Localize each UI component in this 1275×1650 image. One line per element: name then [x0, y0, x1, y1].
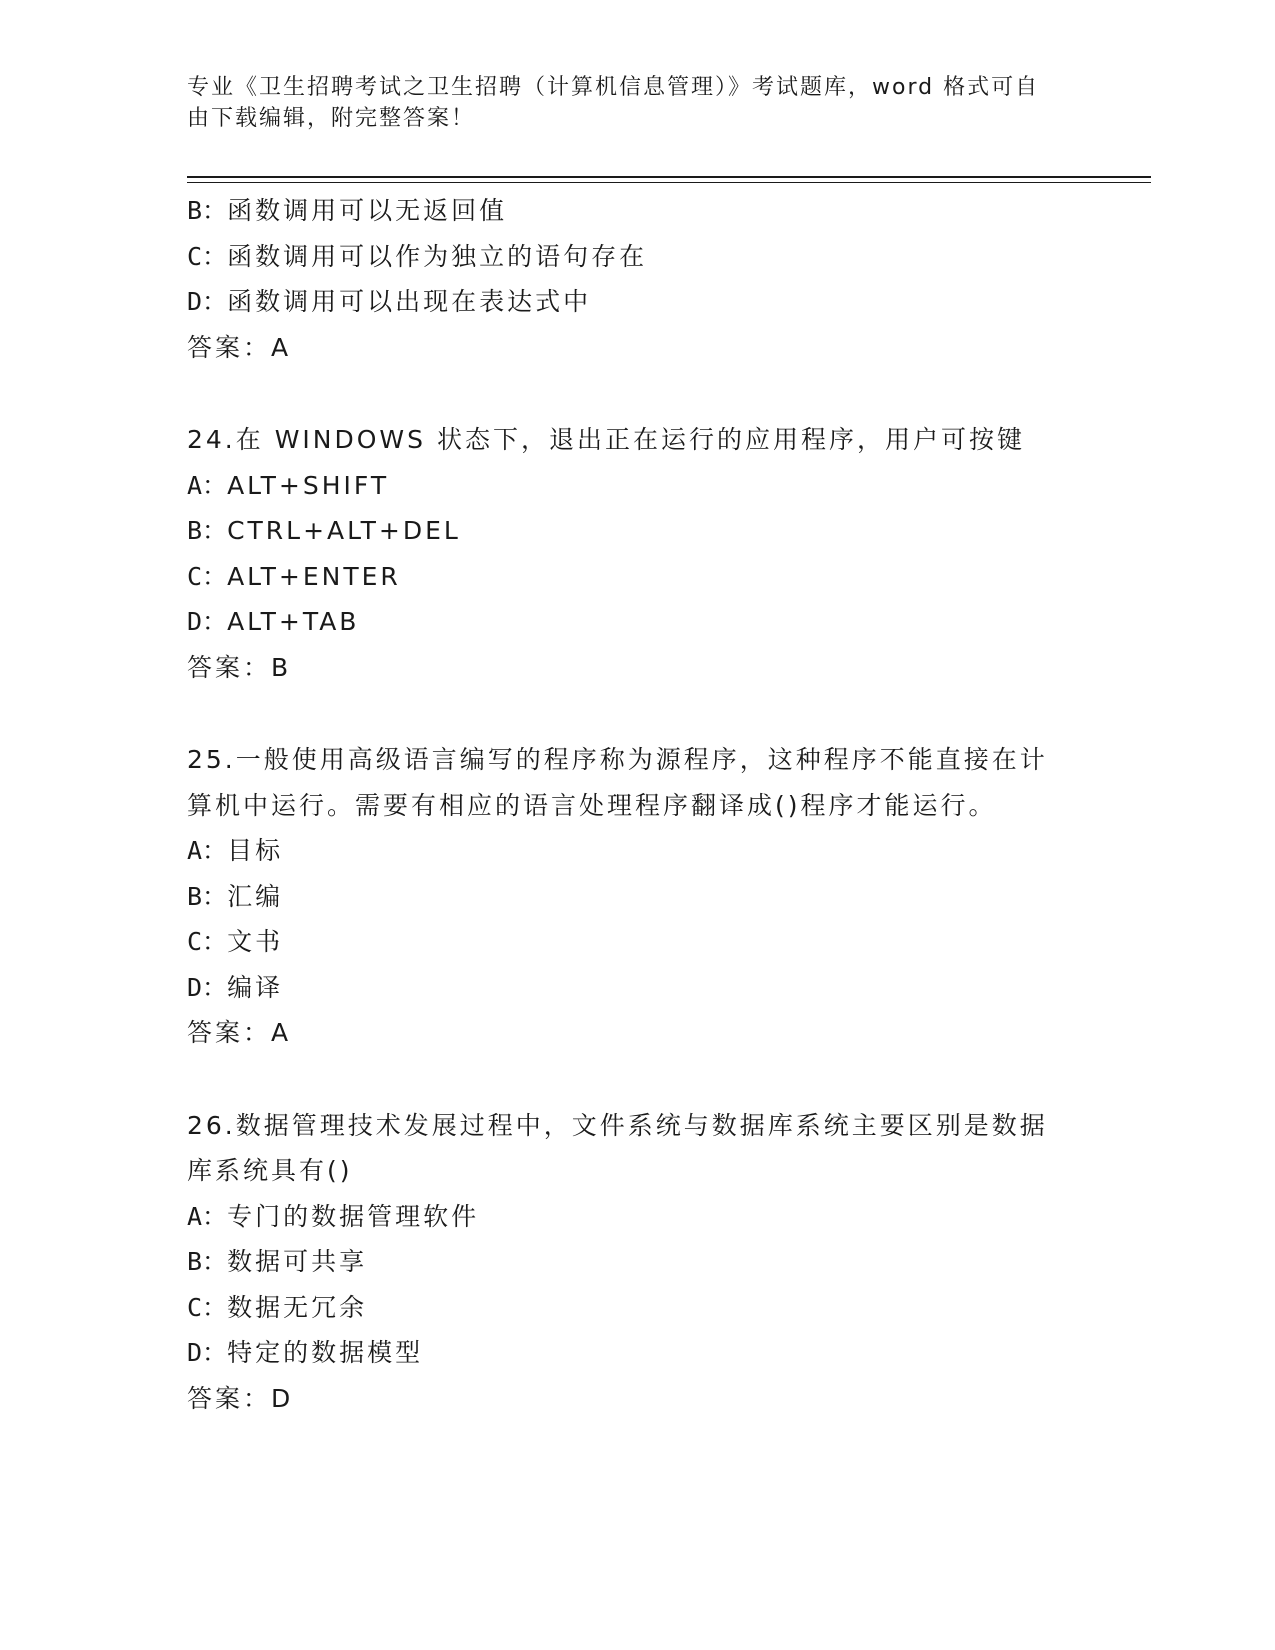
option-text: 文书 [227, 927, 284, 956]
spacer [187, 690, 1087, 737]
option-key: C： [187, 1292, 228, 1322]
answer-line: 答案：A [187, 332, 292, 362]
option-b [187, 1239, 1087, 1285]
option-text: CTRL+ALT+DEL [227, 516, 461, 545]
option-d [187, 279, 1087, 325]
question-24 [187, 417, 1087, 690]
option-text: 特定的数据模型 [227, 1338, 424, 1367]
option-key: B： [187, 881, 228, 911]
option-text: 目标 [227, 836, 284, 865]
option-c [187, 1285, 1087, 1331]
option-key: D： [187, 607, 228, 636]
option-key: C： [187, 561, 228, 591]
option-text: 函数调用可以出现在表达式中 [227, 287, 592, 316]
option-key: D： [187, 1338, 228, 1367]
answer-line: 答案：B [187, 652, 292, 682]
option-key: B： [187, 196, 228, 225]
option-a [187, 463, 1087, 509]
option-key: D： [187, 972, 228, 1002]
option-c [187, 234, 1087, 280]
option-key: B： [187, 1247, 228, 1276]
option-key: A： [187, 1201, 228, 1231]
option-text: 编译 [227, 972, 284, 1002]
question-stem: 24.在 WINDOWS 状态下，退出正在运行的应用程序，用户可按键 [187, 425, 1025, 454]
option-key: B： [187, 516, 228, 545]
header-line-2: 由下载编辑，附完整答案！ [187, 106, 476, 131]
spacer [187, 1056, 1087, 1103]
question-25 [187, 737, 1087, 1056]
question-stem-line-2: 算机中运行。需要有相应的语言处理程序翻译成()程序才能运行。 [187, 790, 997, 820]
option-key: A： [187, 836, 228, 865]
option-d [187, 965, 1087, 1011]
option-d [187, 599, 1087, 645]
option-d [187, 1330, 1087, 1376]
option-text: 数据可共享 [227, 1247, 368, 1276]
option-text: 专门的数据管理软件 [227, 1201, 480, 1231]
option-key: C： [187, 241, 228, 271]
option-key: D： [187, 287, 228, 316]
answer-line: 答案：D [187, 1383, 294, 1413]
option-text: 汇编 [227, 881, 284, 911]
option-b [187, 508, 1087, 554]
option-a [187, 1194, 1087, 1240]
prev-question-block [187, 188, 1087, 370]
answer-line: 答案：A [187, 1018, 292, 1047]
option-key: A： [187, 470, 228, 500]
spacer [187, 370, 1087, 417]
option-text: 数据无冗余 [227, 1292, 368, 1322]
header-divider-thick [187, 176, 1151, 178]
question-26 [187, 1103, 1087, 1422]
question-stem-line-1: 26.数据管理技术发展过程中，文件系统与数据库系统主要区别是数据 [187, 1110, 1048, 1140]
option-key: C： [187, 927, 228, 956]
header-divider-thin [187, 182, 1151, 183]
option-a [187, 828, 1087, 874]
header-line-1: 专业《卫生招聘考试之卫生招聘（计算机信息管理）》考试题库，word 格式可自 [187, 75, 1040, 100]
option-b [187, 874, 1087, 920]
question-stem-line-2: 库系统具有() [187, 1156, 353, 1185]
option-text: ALT+SHIFT [227, 470, 390, 500]
document-header [187, 72, 1067, 134]
option-text: 函数调用可以作为独立的语句存在 [227, 241, 648, 271]
question-content [187, 188, 1087, 1421]
option-text: ALT+ENTER [227, 561, 401, 591]
option-c [187, 919, 1087, 965]
option-text: ALT+TAB [227, 607, 360, 636]
option-b [187, 188, 1087, 234]
option-text: 函数调用可以无返回值 [227, 196, 508, 225]
option-c [187, 554, 1087, 600]
question-stem-line-1: 25.一般使用高级语言编写的程序称为源程序，这种程序不能直接在计 [187, 745, 1048, 774]
